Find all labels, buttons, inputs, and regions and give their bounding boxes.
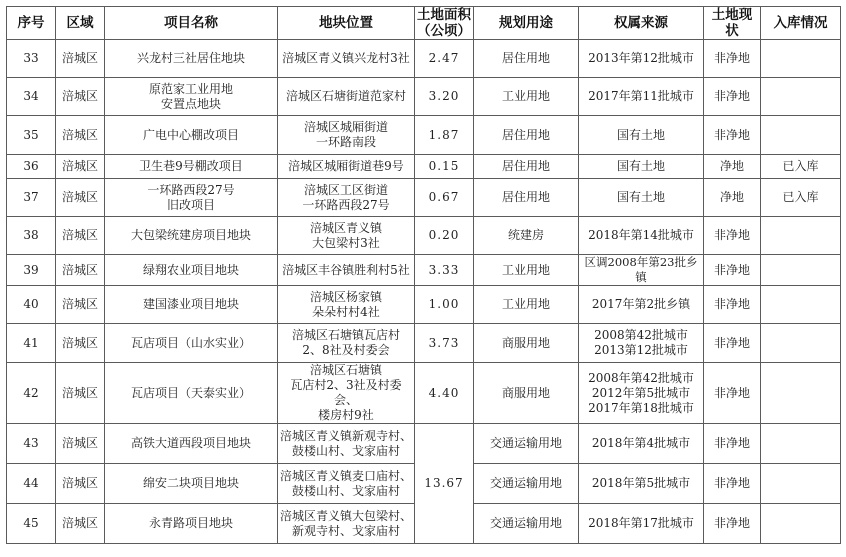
cell-storage: 已入库 bbox=[761, 155, 841, 179]
cell-district: 涪城区 bbox=[56, 255, 105, 286]
cell-source: 2018年第17批城市 bbox=[579, 504, 704, 544]
cell-area: 2.47 bbox=[415, 40, 474, 78]
header-cell: 规划用途 bbox=[474, 7, 579, 40]
cell-area: 1.00 bbox=[415, 286, 474, 324]
cell-use: 居住用地 bbox=[474, 40, 579, 78]
cell-location: 涪城区城厢街道 一环路南段 bbox=[278, 116, 415, 155]
cell-district: 涪城区 bbox=[56, 78, 105, 116]
cell-storage bbox=[761, 363, 841, 424]
cell-source: 2018年第14批城市 bbox=[579, 217, 704, 255]
cell-area: 3.33 bbox=[415, 255, 474, 286]
cell-status: 非净地 bbox=[704, 363, 761, 424]
cell-source: 2018年第4批城市 bbox=[579, 424, 704, 464]
cell-status: 非净地 bbox=[704, 78, 761, 116]
cell-no: 42 bbox=[7, 363, 56, 424]
cell-status: 非净地 bbox=[704, 504, 761, 544]
cell-storage bbox=[761, 78, 841, 116]
cell-district: 涪城区 bbox=[56, 464, 105, 504]
cell-location: 涪城区青义镇兴龙村3社 bbox=[278, 40, 415, 78]
cell-status: 非净地 bbox=[704, 217, 761, 255]
header-cell: 项目名称 bbox=[105, 7, 278, 40]
cell-no: 35 bbox=[7, 116, 56, 155]
cell-district: 涪城区 bbox=[56, 504, 105, 544]
cell-use: 交通运输用地 bbox=[474, 424, 579, 464]
cell-location: 涪城区青义镇大包梁村、 新观寺村、戈家庙村 bbox=[278, 504, 415, 544]
cell-use: 居住用地 bbox=[474, 155, 579, 179]
header-cell: 权属来源 bbox=[579, 7, 704, 40]
cell-status: 净地 bbox=[704, 155, 761, 179]
cell-name: 绿翔农业项目地块 bbox=[105, 255, 278, 286]
cell-use: 商服用地 bbox=[474, 363, 579, 424]
cell-area: 3.73 bbox=[415, 324, 474, 363]
cell-location: 涪城区城厢街道巷9号 bbox=[278, 155, 415, 179]
cell-name: 绵安二块项目地块 bbox=[105, 464, 278, 504]
cell-name: 建国漆业项目地块 bbox=[105, 286, 278, 324]
table-row bbox=[7, 179, 841, 217]
cell-status: 非净地 bbox=[704, 464, 761, 504]
cell-name: 一环路西段27号 旧改项目 bbox=[105, 179, 278, 217]
cell-source: 国有土地 bbox=[579, 116, 704, 155]
cell-no: 44 bbox=[7, 464, 56, 504]
cell-storage bbox=[761, 424, 841, 464]
cell-area: 4.40 bbox=[415, 363, 474, 424]
cell-district: 涪城区 bbox=[56, 116, 105, 155]
cell-location: 涪城区工区街道 一环路西段27号 bbox=[278, 179, 415, 217]
cell-use: 工业用地 bbox=[474, 78, 579, 116]
cell-district: 涪城区 bbox=[56, 286, 105, 324]
table-row bbox=[7, 217, 841, 255]
cell-source: 国有土地 bbox=[579, 155, 704, 179]
cell-use: 居住用地 bbox=[474, 116, 579, 155]
cell-source: 2008第42批城市 2013第12批城市 bbox=[579, 324, 704, 363]
cell-district: 涪城区 bbox=[56, 363, 105, 424]
cell-location: 涪城区石塘街道范家村 bbox=[278, 78, 415, 116]
cell-status: 净地 bbox=[704, 179, 761, 217]
header-row bbox=[7, 7, 841, 40]
cell-name: 大包梁统建房项目地块 bbox=[105, 217, 278, 255]
cell-district: 涪城区 bbox=[56, 217, 105, 255]
cell-storage bbox=[761, 40, 841, 78]
cell-storage bbox=[761, 217, 841, 255]
cell-no: 43 bbox=[7, 424, 56, 464]
cell-no: 40 bbox=[7, 286, 56, 324]
cell-no: 41 bbox=[7, 324, 56, 363]
cell-storage bbox=[761, 116, 841, 155]
cell-use: 交通运输用地 bbox=[474, 504, 579, 544]
table-row bbox=[7, 324, 841, 363]
land-table bbox=[6, 6, 841, 544]
header-cell: 入库情况 bbox=[761, 7, 841, 40]
cell-district: 涪城区 bbox=[56, 179, 105, 217]
cell-source: 2013年第12批城市 bbox=[579, 40, 704, 78]
cell-status: 非净地 bbox=[704, 116, 761, 155]
table-row bbox=[7, 424, 841, 464]
cell-no: 34 bbox=[7, 78, 56, 116]
cell-storage bbox=[761, 504, 841, 544]
cell-status: 非净地 bbox=[704, 424, 761, 464]
cell-area: 0.67 bbox=[415, 179, 474, 217]
cell-use: 居住用地 bbox=[474, 179, 579, 217]
cell-use: 商服用地 bbox=[474, 324, 579, 363]
cell-no: 36 bbox=[7, 155, 56, 179]
header-cell: 区域 bbox=[56, 7, 105, 40]
cell-location: 涪城区石塘镇 瓦店村2、3社及村委会、 楼房村9社 bbox=[278, 363, 415, 424]
cell-area: 1.87 bbox=[415, 116, 474, 155]
cell-source: 2017年第11批城市 bbox=[579, 78, 704, 116]
cell-no: 39 bbox=[7, 255, 56, 286]
header-cell: 地块位置 bbox=[278, 7, 415, 40]
cell-storage bbox=[761, 255, 841, 286]
cell-area: 0.15 bbox=[415, 155, 474, 179]
cell-name: 卫生巷9号棚改项目 bbox=[105, 155, 278, 179]
cell-area: 3.20 bbox=[415, 78, 474, 116]
cell-name: 瓦店项目（天泰实业） bbox=[105, 363, 278, 424]
cell-status: 非净地 bbox=[704, 255, 761, 286]
header-cell: 土地面积 （公顷） bbox=[415, 7, 474, 40]
cell-location: 涪城区青义镇新观寺村、 鼓楼山村、戈家庙村 bbox=[278, 424, 415, 464]
table-row bbox=[7, 40, 841, 78]
cell-location: 涪城区丰谷镇胜利村5社 bbox=[278, 255, 415, 286]
cell-source: 2008年第42批城市 2012年第5批城市 2017年第18批城市 bbox=[579, 363, 704, 424]
cell-name: 瓦店项目（山水实业） bbox=[105, 324, 278, 363]
table-row bbox=[7, 78, 841, 116]
cell-name: 原范家工业用地 安置点地块 bbox=[105, 78, 278, 116]
cell-use: 工业用地 bbox=[474, 286, 579, 324]
cell-storage: 已入库 bbox=[761, 179, 841, 217]
cell-use: 统建房 bbox=[474, 217, 579, 255]
table-row bbox=[7, 155, 841, 179]
cell-no: 38 bbox=[7, 217, 56, 255]
cell-district: 涪城区 bbox=[56, 40, 105, 78]
cell-location: 涪城区杨家镇 朵朵村村4社 bbox=[278, 286, 415, 324]
cell-name: 高铁大道西段项目地块 bbox=[105, 424, 278, 464]
cell-use: 工业用地 bbox=[474, 255, 579, 286]
cell-district: 涪城区 bbox=[56, 155, 105, 179]
header-cell: 序号 bbox=[7, 7, 56, 40]
cell-district: 涪城区 bbox=[56, 424, 105, 464]
cell-district: 涪城区 bbox=[56, 324, 105, 363]
table-row bbox=[7, 286, 841, 324]
cell-no: 33 bbox=[7, 40, 56, 78]
cell-status: 非净地 bbox=[704, 286, 761, 324]
table-row bbox=[7, 116, 841, 155]
table-row bbox=[7, 363, 841, 424]
header-cell: 土地现状 bbox=[704, 7, 761, 40]
cell-area: 0.20 bbox=[415, 217, 474, 255]
cell-storage bbox=[761, 464, 841, 504]
cell-storage bbox=[761, 286, 841, 324]
cell-source: 区调2008年第23批乡镇 bbox=[579, 255, 704, 286]
cell-source: 2017年第2批乡镇 bbox=[579, 286, 704, 324]
cell-location: 涪城区青义镇 大包梁村3社 bbox=[278, 217, 415, 255]
cell-no: 37 bbox=[7, 179, 56, 217]
cell-status: 非净地 bbox=[704, 40, 761, 78]
cell-source: 国有土地 bbox=[579, 179, 704, 217]
cell-use: 交通运输用地 bbox=[474, 464, 579, 504]
cell-name: 永青路项目地块 bbox=[105, 504, 278, 544]
cell-name: 兴龙村三社居住地块 bbox=[105, 40, 278, 78]
cell-source: 2018年第5批城市 bbox=[579, 464, 704, 504]
cell-status: 非净地 bbox=[704, 324, 761, 363]
cell-storage bbox=[761, 324, 841, 363]
cell-name: 广电中心棚改项目 bbox=[105, 116, 278, 155]
cell-area-merged: 13.67 bbox=[415, 424, 474, 544]
cell-location: 涪城区青义镇麦口庙村、 鼓楼山村、戈家庙村 bbox=[278, 464, 415, 504]
table-row bbox=[7, 255, 841, 286]
cell-no: 45 bbox=[7, 504, 56, 544]
cell-location: 涪城区石塘镇瓦店村 2、8社及村委会 bbox=[278, 324, 415, 363]
